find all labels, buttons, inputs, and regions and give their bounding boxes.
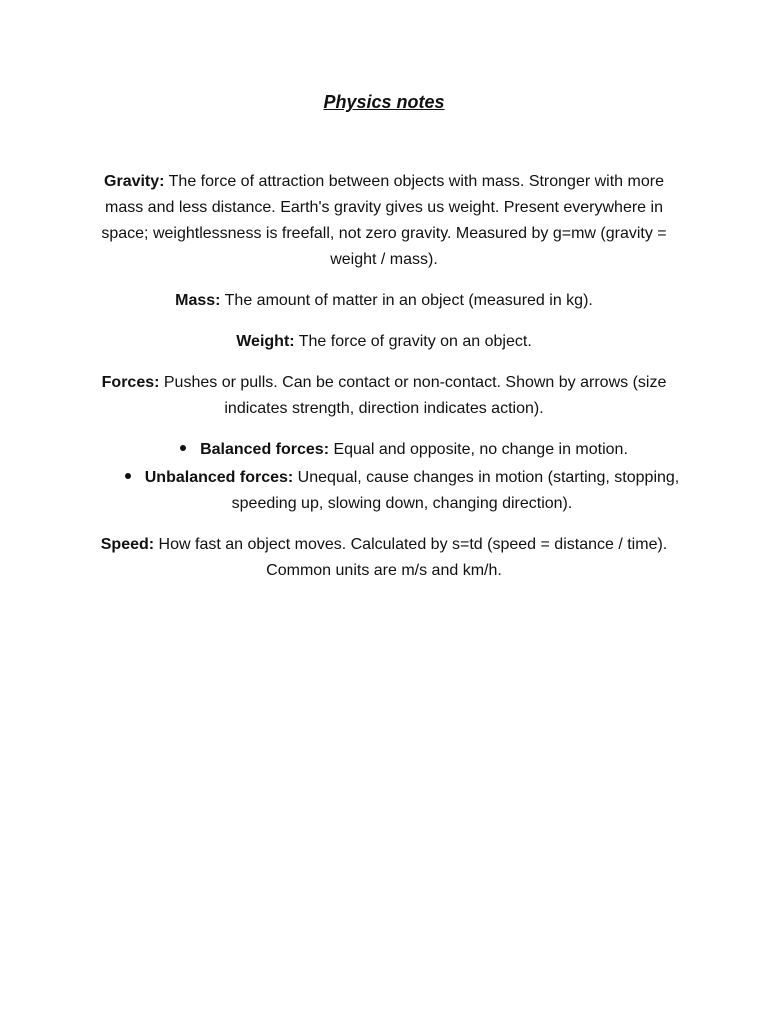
- forces-text: Pushes or pulls. Can be contact or non-contact. Shown by arrows (size indicates strength, direction indicates action).: [159, 374, 667, 417]
- list-item: [88, 465, 680, 517]
- list-item: [88, 437, 680, 463]
- gravity-term: Gravity:: [104, 173, 165, 190]
- speed-term: Speed:: [100, 536, 155, 553]
- mass-paragraph: [88, 288, 680, 314]
- mass-term: Mass:: [175, 292, 221, 309]
- speed-paragraph: [88, 532, 680, 584]
- page-title: Physics notes: [323, 92, 445, 112]
- weight-paragraph: [88, 329, 680, 355]
- forces-bullet-list: [88, 437, 680, 517]
- speed-text: How fast an object moves. Calculated by s=td (speed = distance / time). Common units are m/s and km/h.: [154, 536, 668, 579]
- balanced-forces-term: Balanced forces:: [200, 441, 330, 458]
- unbalanced-forces-term: Unbalanced forces:: [144, 469, 294, 486]
- bullet-icon: [125, 473, 131, 479]
- gravity-paragraph: [88, 169, 680, 273]
- bullet-icon: [180, 445, 186, 451]
- forces-paragraph: [88, 370, 680, 422]
- balanced-forces-text: Equal and opposite, no change in motion.: [329, 441, 628, 458]
- forces-term: Forces:: [101, 374, 160, 391]
- weight-text: The force of gravity on an object.: [294, 333, 532, 350]
- gravity-text: The force of attraction between objects with mass. Stronger with more mass and less distance. Earth's gravity gives us weight. Present everywhere in space; weightlessness is freefall, not zero gravity. Measured by g=mw (gravity = weight / mass).: [101, 173, 667, 268]
- mass-text: The amount of matter in an object (measured in kg).: [220, 292, 593, 309]
- unbalanced-forces-text: Unequal, cause changes in motion (starting, stopping, speeding up, slowing down, changing direction).: [231, 469, 680, 512]
- weight-term: Weight:: [236, 333, 295, 350]
